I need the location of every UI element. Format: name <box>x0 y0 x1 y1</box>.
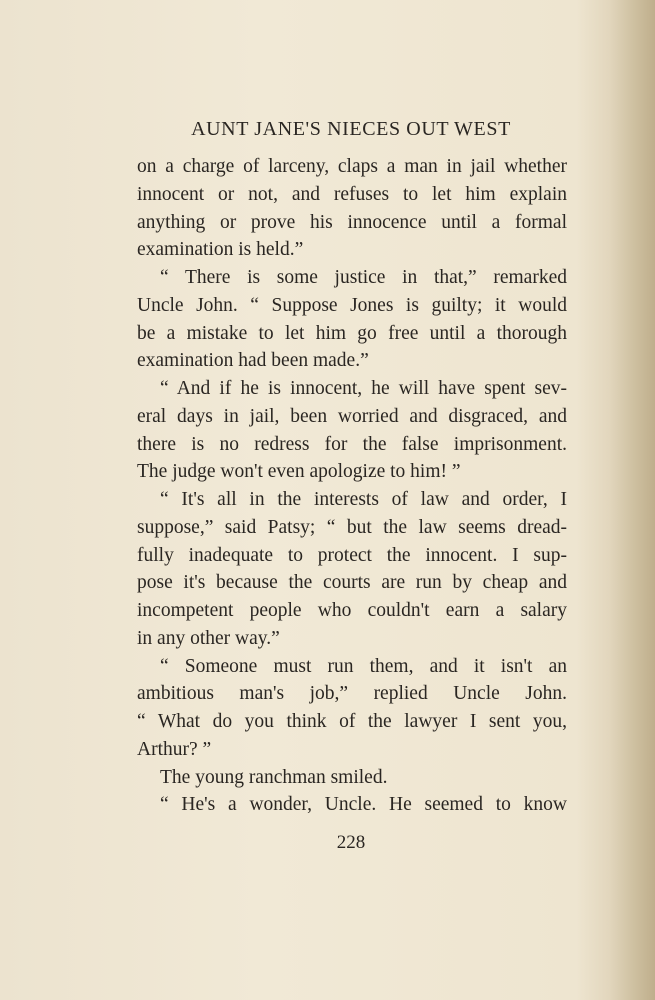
text-line: suppose,” said Patsy; “ but the law seems dread- <box>137 516 567 538</box>
text-line: “ Someone must run them, and it isn't an <box>160 655 567 677</box>
text-line: “ And if he is innocent, he will have spent sev- <box>160 378 567 399</box>
page-number: 228 <box>336 832 366 853</box>
text-line: “ It's all in the interests of law and order, I <box>160 489 567 510</box>
text-line: pose it's because the courts are run by cheap and <box>137 572 567 594</box>
text-line: incompetent people who couldn't earn a salary <box>137 600 567 621</box>
text-line: be a mistake to let him go free until a thorough <box>137 322 567 344</box>
text-line: The young ranchman smiled. <box>160 766 388 788</box>
text-line: on a charge of larceny, claps a man in jail whether <box>137 156 567 177</box>
text-line: The judge won't even apologize to him! ” <box>137 461 461 483</box>
text-line: “ There is some justice in that,” remarked <box>160 267 567 288</box>
text-line: fully inadequate to protect the innocent. I sup- <box>137 544 567 566</box>
text-line: examination is held.” <box>137 239 304 261</box>
text-line: anything or prove his innocence until a formal <box>137 211 567 233</box>
text-line: in any other way.” <box>137 627 280 649</box>
text-line: there is no redress for the false imprisonment. <box>137 433 567 455</box>
text-line: ambitious man's job,” replied Uncle John. <box>137 683 567 705</box>
text-line: examination had been made.” <box>137 350 369 372</box>
running-header: AUNT JANE'S NIECES OUT WEST <box>191 118 511 140</box>
text-line: eral days in jail, been worried and disgraced, and <box>137 405 567 427</box>
text-line: Uncle John. “ Suppose Jones is guilty; it would <box>137 294 567 316</box>
text-line: “ What do you think of the lawyer I sent you, <box>137 711 567 732</box>
text-line: Arthur? ” <box>137 738 212 760</box>
text-line: “ He's a wonder, Uncle. He seemed to know <box>160 794 567 816</box>
text-line: innocent or not, and refuses to let him explain <box>137 183 567 205</box>
